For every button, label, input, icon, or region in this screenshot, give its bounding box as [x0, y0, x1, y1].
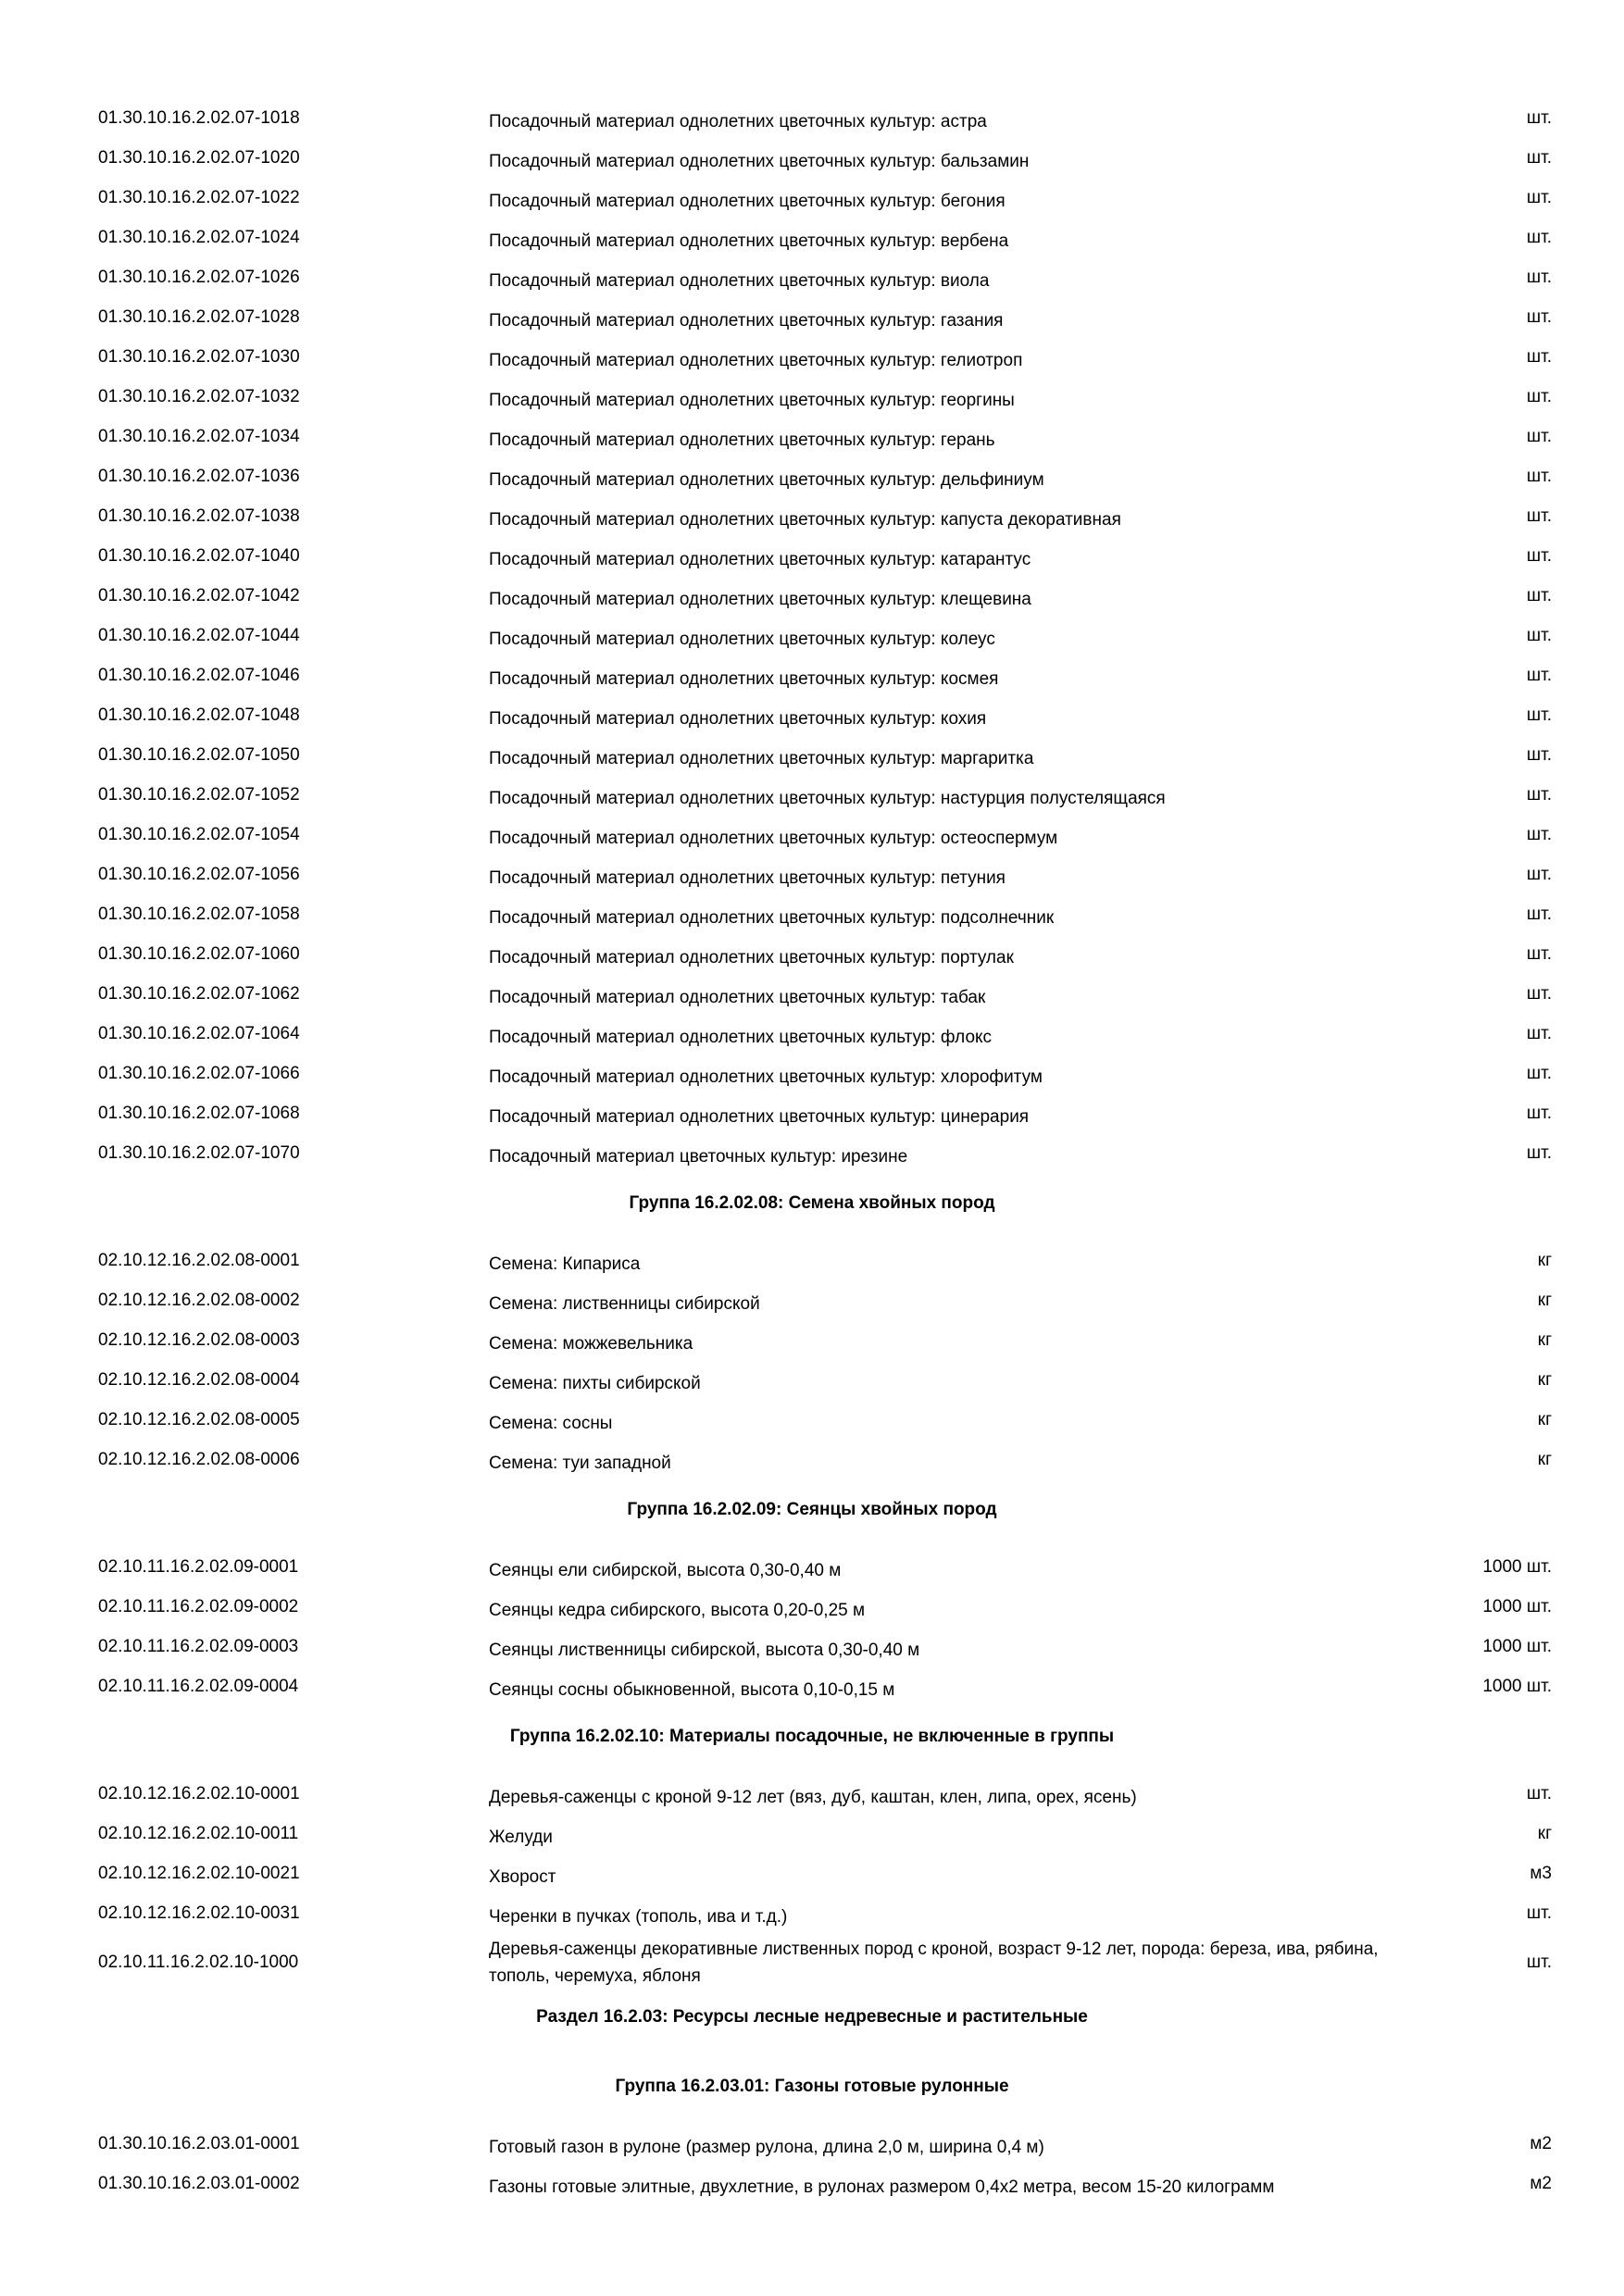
resource-name: Посадочный материал цветочных культур: ирезине — [489, 1147, 908, 1167]
table-row — [0, 1094, 1624, 1134]
resource-code: 01.30.10.16.2.03.01-0001 — [98, 2134, 300, 2153]
resource-name: Посадочный материал однолетних цветочных культур: портулак — [489, 948, 1014, 967]
resource-unit: м2 — [1530, 2134, 1552, 2153]
table-row — [0, 736, 1624, 776]
resource-name: Газоны готовые элитные, двухлетние, в рулонах размером 0,4х2 метра, весом 15-20 килограмм — [489, 2177, 1275, 2197]
resource-name: Посадочный материал однолетних цветочных культур: табак — [489, 988, 986, 1007]
table-row — [0, 1854, 1624, 1894]
resource-unit: шт. — [1526, 1104, 1552, 1123]
resource-unit: шт. — [1526, 108, 1552, 128]
table-row — [0, 816, 1624, 855]
resource-code: 01.30.10.16.2.02.07-1034 — [98, 427, 300, 446]
resource-code: 01.30.10.16.2.02.07-1036 — [98, 467, 300, 486]
resource-name: Семена: пихты сибирской — [489, 1374, 701, 1393]
resource-name: Семена: Кипариса — [489, 1254, 641, 1274]
resource-code: 02.10.12.16.2.02.08-0005 — [98, 1410, 300, 1429]
resource-unit: шт. — [1526, 347, 1552, 367]
resource-name: Деревья-саженцы декоративные лиственных пород с кроной, возраст 9-12 лет, порода: береза, ива, рябина, тополь, черемуха, яблоня — [489, 1940, 1379, 1986]
resource-unit: шт. — [1526, 546, 1552, 566]
resource-unit: шт. — [1526, 427, 1552, 446]
resource-unit: шт. — [1526, 1024, 1552, 1043]
resource-unit: шт. — [1526, 148, 1552, 168]
resource-name: Сеянцы лиственницы сибирской, высота 0,30-0,40 м — [489, 1641, 920, 1660]
table-row — [0, 258, 1624, 298]
table-row — [0, 776, 1624, 816]
table-row — [0, 139, 1624, 179]
table-row — [0, 1548, 1624, 1588]
resource-name: Посадочный материал однолетних цветочных культур: георгины — [489, 391, 1015, 410]
resource-code: 02.10.12.16.2.02.10-0011 — [98, 1824, 299, 1843]
resource-name: Деревья-саженцы с кроной 9-12 лет (вяз, дуб, каштан, клен, липа, орех, ясень) — [489, 1788, 1137, 1807]
resource-unit: шт. — [1526, 307, 1552, 327]
resource-code: 02.10.12.16.2.02.08-0002 — [98, 1291, 300, 1310]
table-row — [0, 1321, 1624, 1361]
table-row — [0, 1401, 1624, 1441]
resource-code: 01.30.10.16.2.02.07-1058 — [98, 905, 300, 924]
table-row — [0, 1775, 1624, 1815]
table-row — [0, 1015, 1624, 1054]
resource-name: Посадочный материал однолетних цветочных культур: остеоспермум — [489, 829, 1058, 848]
resource-unit: 1000 шт. — [1482, 1637, 1552, 1656]
resource-code: 01.30.10.16.2.02.07-1018 — [98, 108, 300, 128]
resource-code: 02.10.11.16.2.02.09-0003 — [98, 1637, 299, 1656]
table-row — [0, 1361, 1624, 1401]
resource-code: 01.30.10.16.2.02.07-1032 — [98, 387, 300, 406]
table-row — [0, 617, 1624, 656]
resource-name: Посадочный материал однолетних цветочных культур: виола — [489, 271, 990, 291]
resource-name: Посадочный материал однолетних цветочных культур: дельфиниум — [489, 470, 1044, 490]
resource-name: Посадочный материал однолетних цветочных культур: катарантус — [489, 550, 1031, 569]
resource-unit: шт. — [1526, 905, 1552, 924]
resource-unit: кг — [1537, 1370, 1552, 1390]
resource-code: 01.30.10.16.2.02.07-1066 — [98, 1064, 300, 1083]
resource-unit: шт. — [1526, 1903, 1552, 1923]
resource-code: 01.30.10.16.2.02.07-1062 — [98, 984, 300, 1004]
resource-name: Посадочный материал однолетних цветочных культур: астра — [489, 112, 987, 131]
table-row — [0, 1667, 1624, 1707]
resource-code: 02.10.12.16.2.02.10-0021 — [98, 1864, 300, 1883]
resource-code: 01.30.10.16.2.02.07-1046 — [98, 666, 300, 685]
resource-name: Семена: туи западной — [489, 1454, 671, 1473]
resource-name: Посадочный материал однолетних цветочных культур: герань — [489, 430, 995, 450]
resource-unit: шт. — [1526, 705, 1552, 725]
resource-name: Хворост — [489, 1867, 556, 1887]
resource-unit: шт. — [1526, 944, 1552, 964]
table-row — [0, 537, 1624, 577]
resource-code: 01.30.10.16.2.02.07-1030 — [98, 347, 300, 367]
resource-unit: шт. — [1526, 825, 1552, 844]
table-row — [0, 1934, 1624, 1991]
resource-unit: шт. — [1526, 865, 1552, 884]
resource-name: Сеянцы ели сибирской, высота 0,30-0,40 м — [489, 1561, 842, 1580]
resource-unit: шт. — [1526, 467, 1552, 486]
resource-unit: шт. — [1526, 1784, 1552, 1803]
resource-name: Посадочный материал однолетних цветочных культур: хлорофитум — [489, 1067, 1043, 1087]
resource-unit: шт. — [1526, 785, 1552, 805]
resource-code: 02.10.12.16.2.02.08-0004 — [98, 1370, 300, 1390]
resource-code: 01.30.10.16.2.02.07-1040 — [98, 546, 300, 566]
group-heading: Группа 16.2.02.08: Семена хвойных пород — [629, 1193, 995, 1213]
resource-unit: шт. — [1526, 586, 1552, 605]
table-row — [0, 2125, 1624, 2165]
resource-code: 01.30.10.16.2.02.07-1060 — [98, 944, 300, 964]
resource-code: 02.10.12.16.2.02.08-0001 — [98, 1251, 300, 1270]
resource-name: Посадочный материал однолетних цветочных культур: кохия — [489, 709, 987, 729]
table-row — [0, 1815, 1624, 1854]
table-row — [0, 2165, 1624, 2204]
resource-code: 02.10.11.16.2.02.09-0002 — [98, 1597, 299, 1616]
resource-unit: кг — [1537, 1450, 1552, 1469]
resource-unit: шт. — [1526, 626, 1552, 645]
table-row — [0, 975, 1624, 1015]
resource-code: 02.10.12.16.2.02.10-0031 — [98, 1903, 300, 1923]
table-row — [0, 99, 1624, 139]
resource-name: Посадочный материал однолетних цветочных культур: цинерария — [489, 1107, 1030, 1127]
resource-unit: 1000 шт. — [1482, 1677, 1552, 1696]
resource-code: 02.10.11.16.2.02.09-0001 — [98, 1557, 299, 1577]
resource-code: 01.30.10.16.2.02.07-1024 — [98, 228, 300, 247]
resource-code: 01.30.10.16.2.02.07-1026 — [98, 268, 300, 287]
resource-unit: кг — [1537, 1251, 1552, 1270]
table-row — [0, 1628, 1624, 1667]
table-row — [0, 457, 1624, 497]
resource-name: Семена: сосны — [489, 1414, 613, 1433]
table-row — [0, 577, 1624, 617]
table-row — [0, 298, 1624, 338]
resource-name: Посадочный материал однолетних цветочных культур: клещевина — [489, 590, 1031, 609]
table-row — [0, 1894, 1624, 1934]
group-heading: Группа 16.2.02.09: Сеянцы хвойных пород — [627, 1500, 997, 1519]
resource-code: 02.10.12.16.2.02.08-0003 — [98, 1330, 300, 1350]
resource-name: Посадочный материал однолетних цветочных культур: бальзамин — [489, 152, 1030, 171]
resource-name: Посадочный материал однолетних цветочных культур: подсолнечник — [489, 908, 1055, 928]
resource-name: Посадочный материал однолетних цветочных культур: газания — [489, 311, 1004, 331]
resource-code: 01.30.10.16.2.02.07-1054 — [98, 825, 300, 844]
resource-unit: шт. — [1526, 1143, 1552, 1163]
resource-code: 02.10.12.16.2.02.10-0001 — [98, 1784, 300, 1803]
group-heading: Группа 16.2.03.01: Газоны готовые рулонные — [615, 2077, 1009, 2096]
table-row — [0, 378, 1624, 418]
resource-unit: кг — [1537, 1291, 1552, 1310]
resource-name: Посадочный материал однолетних цветочных культур: бегония — [489, 192, 1006, 211]
resource-code: 01.30.10.16.2.02.07-1022 — [98, 188, 300, 207]
table-row — [0, 1281, 1624, 1321]
resource-code: 01.30.10.16.2.02.07-1028 — [98, 307, 300, 327]
resource-name: Семена: лиственницы сибирской — [489, 1294, 760, 1314]
resource-code: 01.30.10.16.2.02.07-1044 — [98, 626, 300, 645]
table-row — [0, 935, 1624, 975]
table-row — [0, 497, 1624, 537]
table-row — [0, 1441, 1624, 1480]
resource-code: 01.30.10.16.2.02.07-1050 — [98, 745, 300, 765]
resource-unit: 1000 шт. — [1482, 1597, 1552, 1616]
resource-name: Посадочный материал однолетних цветочных культур: маргаритка — [489, 749, 1034, 768]
resource-name: Сеянцы кедра сибирского, высота 0,20-0,25 м — [489, 1601, 866, 1620]
table-row — [0, 218, 1624, 258]
table-row — [0, 1588, 1624, 1628]
table-row — [0, 656, 1624, 696]
resource-unit: шт. — [1526, 268, 1552, 287]
table-row — [0, 696, 1624, 736]
resource-code: 01.30.10.16.2.02.07-1070 — [98, 1143, 300, 1163]
resource-name: Посадочный материал однолетних цветочных культур: космея — [489, 669, 999, 689]
group-heading: Группа 16.2.02.10: Материалы посадочные, не включенные в группы — [509, 1727, 1115, 1746]
resource-name: Семена: можжевельника — [489, 1334, 693, 1354]
resource-unit: шт. — [1526, 188, 1552, 207]
resource-name: Посадочный материал однолетних цветочных культур: капуста декоративная — [489, 510, 1121, 530]
resource-code: 01.30.10.16.2.02.07-1052 — [98, 785, 300, 805]
resource-unit: кг — [1537, 1824, 1552, 1843]
resource-unit: шт. — [1526, 387, 1552, 406]
resource-name: Желуди — [489, 1828, 553, 1847]
resource-code: 01.30.10.16.2.02.07-1056 — [98, 865, 300, 884]
resource-code: 02.10.11.16.2.02.09-0004 — [98, 1677, 299, 1696]
resource-unit: шт. — [1526, 1953, 1552, 1972]
section-heading: Раздел 16.2.03: Ресурсы лесные недревесные и растительные — [536, 2007, 1088, 2027]
resource-code: 01.30.10.16.2.02.07-1038 — [98, 506, 300, 526]
table-row — [0, 338, 1624, 378]
resource-unit: шт. — [1526, 984, 1552, 1004]
table-row — [0, 1134, 1624, 1174]
resource-name: Сеянцы сосны обыкновенной, высота 0,10-0,15 м — [489, 1680, 895, 1700]
resource-name: Готовый газон в рулоне (размер рулона, длина 2,0 м, ширина 0,4 м) — [489, 2138, 1044, 2157]
table-row — [0, 179, 1624, 218]
resource-code: 01.30.10.16.2.03.01-0002 — [98, 2174, 300, 2193]
resource-unit: кг — [1537, 1330, 1552, 1350]
table-row — [0, 855, 1624, 895]
resource-name: Посадочный материал однолетних цветочных культур: гелиотроп — [489, 351, 1023, 370]
resource-name: Посадочный материал однолетних цветочных культур: настурция полустелящаяся — [489, 789, 1166, 808]
resource-unit: шт. — [1526, 745, 1552, 765]
resource-unit: шт. — [1526, 1064, 1552, 1083]
table-row — [0, 1242, 1624, 1281]
resource-code: 01.30.10.16.2.02.07-1020 — [98, 148, 300, 168]
resource-name: Посадочный материал однолетних цветочных культур: колеус — [489, 630, 995, 649]
table-row — [0, 418, 1624, 457]
resource-unit: шт. — [1526, 506, 1552, 526]
resource-name: Посадочный материал однолетних цветочных культур: вербена — [489, 231, 1009, 251]
resource-unit: м2 — [1530, 2174, 1552, 2193]
resource-unit: шт. — [1526, 228, 1552, 247]
resource-name: Черенки в пучках (тополь, ива и т.д.) — [489, 1907, 788, 1927]
resource-unit: 1000 шт. — [1482, 1557, 1552, 1577]
table-row — [0, 1054, 1624, 1094]
resource-name: Посадочный материал однолетних цветочных культур: петуния — [489, 868, 1006, 888]
resource-code: 01.30.10.16.2.02.07-1064 — [98, 1024, 300, 1043]
resource-code: 01.30.10.16.2.02.07-1042 — [98, 586, 300, 605]
resource-unit: шт. — [1526, 666, 1552, 685]
resource-code: 01.30.10.16.2.02.07-1068 — [98, 1104, 300, 1123]
resource-unit: кг — [1537, 1410, 1552, 1429]
resource-name: Посадочный материал однолетних цветочных культур: флокс — [489, 1028, 993, 1047]
resource-code: 02.10.11.16.2.02.10-1000 — [98, 1953, 299, 1972]
resource-unit: м3 — [1530, 1864, 1552, 1883]
table-row — [0, 895, 1624, 935]
resource-code: 02.10.12.16.2.02.08-0006 — [98, 1450, 300, 1469]
resource-code: 01.30.10.16.2.02.07-1048 — [98, 705, 300, 725]
